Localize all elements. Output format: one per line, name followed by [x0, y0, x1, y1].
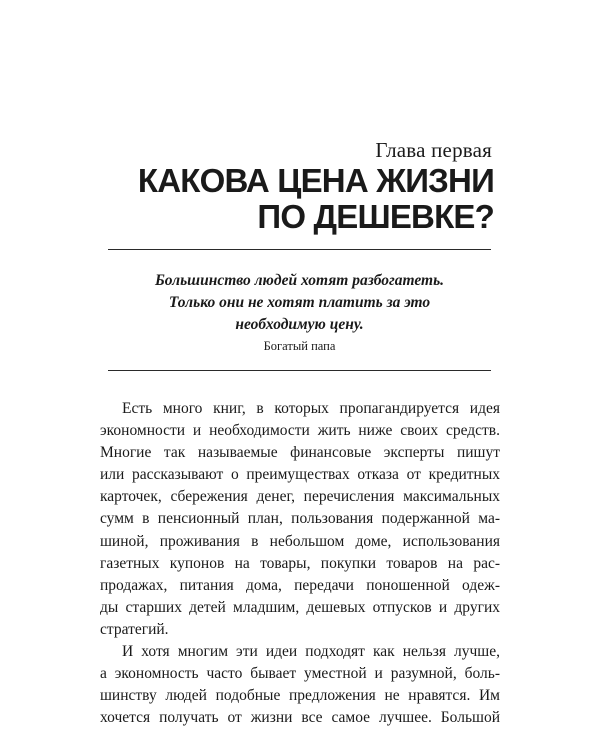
paragraph-line: или рассказывают о преимуществах отказа от кредитных: [100, 466, 500, 484]
epigraph-attribution: Богатый папа: [263, 339, 336, 353]
paragraph-line: хочется получать от жизни все самое лучшее. Большой: [100, 709, 500, 727]
paragraph-line: шиной, проживания в небольшом доме, использования: [100, 532, 500, 550]
epigraph: [108, 270, 491, 355]
paragraph-line: ды старших детей младшим, дешевых отпусков и других: [100, 598, 500, 616]
paragraph-line: сумм в пенсионный план, пользования подержанной ма-: [100, 510, 500, 528]
epigraph-line: Большинство людей хотят разбогатеть.: [154, 272, 445, 289]
paragraph-line: Многие так называемые финансовые эксперты пишут: [100, 444, 500, 462]
chapter-label: Глава первая: [375, 138, 492, 162]
paragraph-line: а экономность часто бывает уместной и разумной, боль-: [100, 665, 500, 683]
paragraph-line: газетных купонов на товары, покупки товаров на рас-: [100, 554, 500, 572]
chapter-title-line: КАКОВА ЦЕНА ЖИЗНИ: [137, 162, 494, 199]
body-text: [100, 398, 500, 729]
paragraph-line: И хотя многим эти идеи подходят как нельзя лучше,: [122, 643, 500, 661]
chapter-title: [74, 163, 494, 235]
epigraph-line: необходимую цену.: [235, 316, 364, 333]
paragraph-line: экономности и необходимости жить ниже своих средств.: [100, 422, 500, 440]
epigraph-line: Только они не хотят платить за это: [168, 294, 431, 311]
bottom-divider: [108, 370, 491, 371]
chapter-title-line: ПО ДЕШЕВКЕ?: [257, 198, 494, 235]
paragraph-line: карточек, сбережения денег, перечисления максимальных: [100, 488, 500, 506]
top-divider: [108, 249, 491, 250]
paragraph-line: продажах, питания дома, передачи поношенной одеж-: [100, 576, 500, 594]
paragraph-line: шинству людей подобные предложения не нравятся. Им: [100, 687, 500, 705]
paragraph-line: Есть много книг, в которых пропагандируется идея: [122, 400, 500, 417]
paragraph-line: стратегий.: [100, 620, 169, 638]
